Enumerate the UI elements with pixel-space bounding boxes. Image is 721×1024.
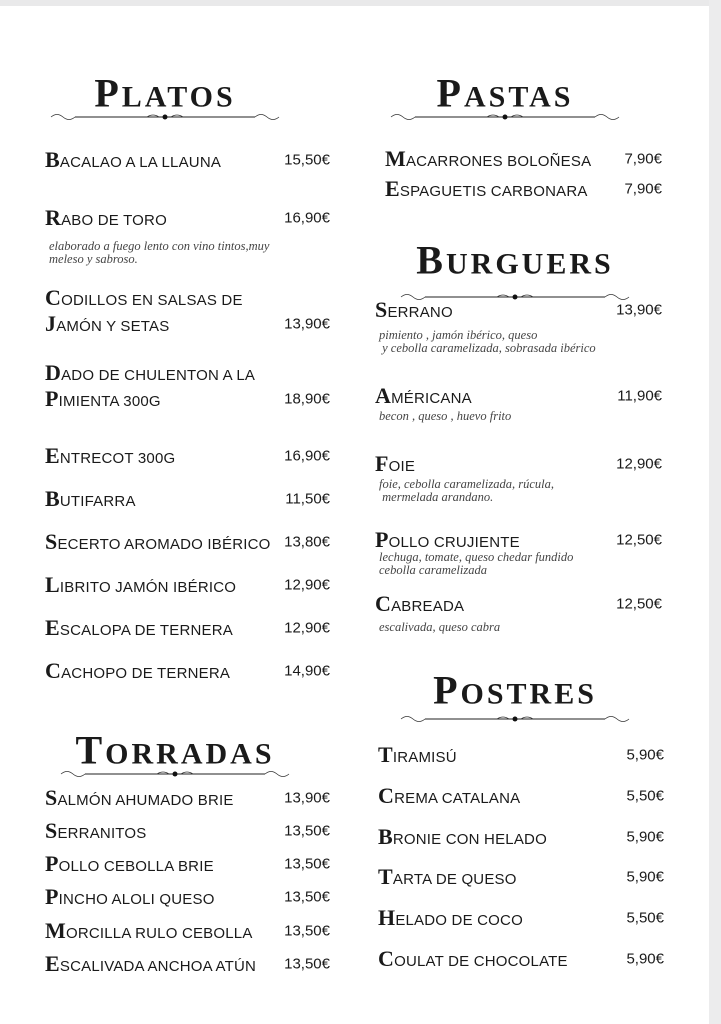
menu-item-description: foie, cebolla caramelizada, rúcula, mermelada arandano. [379, 477, 554, 504]
menu-item-price: 7,90€ [624, 180, 662, 198]
menu-item-name: CREMA CATALANA [378, 783, 521, 808]
menu-item-name: SECERTO AROMADO IBÉRICO [45, 529, 271, 554]
menu-item-price: 13,50€ [284, 888, 330, 906]
menu-item-name: SERRANO [375, 297, 453, 322]
menu-item-name: FOIE [375, 451, 416, 476]
menu-item-name: SALMÓN AHUMADO BRIE [45, 785, 234, 810]
menu-item-name: MORCILLA RULO CEBOLLA [45, 918, 253, 943]
menu-item-price: 5,90€ [626, 950, 664, 968]
menu-item-price: 13,50€ [284, 822, 330, 840]
ornament-divider-icon [395, 287, 635, 297]
menu-item-name: ESPAGUETIS CARBONARA [385, 176, 588, 201]
menu-item-description: elaborado a fuego lento con vino tintos,muy meleso y sabroso. [49, 239, 270, 266]
menu-item-name: TARTA DE QUESO [378, 864, 517, 889]
menu-item-price: 15,50€ [284, 151, 330, 169]
menu-item-name: LIBRITO JAMÓN IBÉRICO [45, 572, 237, 597]
menu-item-name: MACARRONES BOLOÑESA [385, 146, 592, 171]
ornament-divider-icon [55, 764, 295, 774]
menu-item-price: 18,90€ [284, 390, 330, 408]
menu-item-price: 13,50€ [284, 855, 330, 873]
menu-item-name: ENTRECOT 300G [45, 443, 176, 468]
menu-item-price: 12,90€ [284, 576, 330, 594]
menu-item-name-line2: PIMIENTA 300G [45, 386, 161, 411]
menu-item-name: CACHOPO DE TERNERA [45, 658, 231, 683]
menu-item-description: lechuga, tomate, queso chedar fundido cebolla caramelizada [379, 550, 574, 577]
ornament-divider-icon [45, 107, 285, 117]
menu-item-description: becon , queso , huevo frito [379, 409, 512, 423]
menu-item-price: 12,50€ [616, 595, 662, 613]
menu-item-name: POLLO CEBOLLA BRIE [45, 851, 214, 876]
menu-item-price: 11,50€ [285, 490, 330, 508]
menu-item-name-line2: JAMÓN Y SETAS [45, 311, 170, 336]
menu-item-price: 5,90€ [626, 828, 664, 846]
menu-item-name: DADO DE CHULENTON A LA [45, 360, 256, 385]
menu-item-price: 12,50€ [616, 531, 662, 549]
menu-item-price: 13,90€ [284, 315, 330, 333]
menu-item-description: pimiento , jamón ibérico, queso y cebolla caramelizada, sobrasada ibérico [379, 328, 596, 355]
section-title-torradas: TORRADAS [75, 727, 275, 773]
menu-item-name: BACALAO A LA LLAUNA [45, 147, 222, 172]
menu-item-price: 13,90€ [284, 789, 330, 807]
right-edge [709, 0, 721, 1024]
menu-item-price: 5,90€ [626, 746, 664, 764]
menu-item-price: 13,50€ [284, 922, 330, 940]
menu-item-price: 13,80€ [284, 533, 330, 551]
menu-item-name: AMÉRICANA [375, 383, 472, 408]
menu-item-price: 12,90€ [616, 455, 662, 473]
section-title-pastas: PASTAS [436, 70, 574, 116]
ornament-divider-icon [395, 709, 635, 719]
menu-item-name: TIRAMISÚ [378, 742, 457, 767]
menu-item-price: 16,90€ [284, 447, 330, 465]
menu-item-name: RABO DE TORO [45, 205, 167, 230]
menu-item-name: BUTIFARRA [45, 486, 136, 511]
section-title-burguers: BURGUERS [416, 237, 614, 283]
top-edge [0, 0, 721, 6]
menu-item-price: 5,90€ [626, 868, 664, 886]
menu-item-name: POLLO CRUJIENTE [375, 527, 520, 552]
menu-item-name: COULAT DE CHOCOLATE [378, 946, 568, 971]
menu-item-name: CODILLOS EN SALSAS DE [45, 285, 243, 310]
menu-item-price: 12,90€ [284, 619, 330, 637]
menu-item-description: escalivada, queso cabra [379, 620, 501, 634]
menu-item-name: HELADO DE COCO [378, 905, 523, 930]
section-title-postres: POSTRES [433, 667, 597, 713]
ornament-divider-icon [385, 107, 625, 117]
menu-item-name: ESCALOPA DE TERNERA [45, 615, 233, 640]
menu-item-price: 14,90€ [284, 662, 330, 680]
menu-item-name: PINCHO ALOLI QUESO [45, 884, 215, 909]
menu-item-price: 5,50€ [626, 909, 664, 927]
menu-item-name: ESCALIVADA ANCHOA ATÚN [45, 951, 257, 976]
menu-item-name: CABREADA [375, 591, 465, 616]
menu-item-name: SERRANITOS [45, 818, 147, 843]
menu-item-price: 13,90€ [616, 301, 662, 319]
menu-item-price: 16,90€ [284, 209, 330, 227]
menu-item-price: 13,50€ [284, 955, 330, 973]
menu-item-price: 7,90€ [624, 150, 662, 168]
section-title-platos: PLATOS [94, 70, 236, 116]
menu-item-name: BRONIE CON HELADO [378, 824, 547, 849]
menu-item-price: 5,50€ [626, 787, 664, 805]
menu-item-price: 11,90€ [617, 387, 662, 405]
